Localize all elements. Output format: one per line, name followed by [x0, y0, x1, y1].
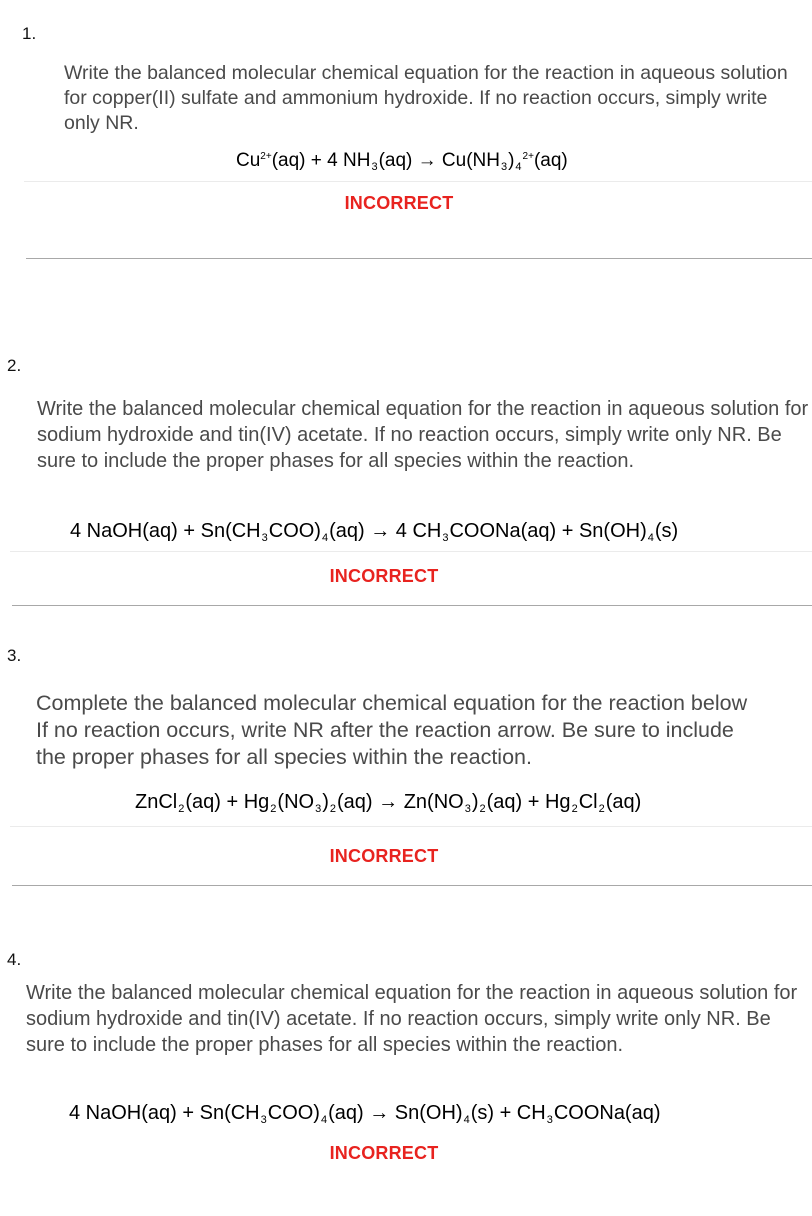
- question-prompt: Complete the balanced molecular chemical equation for the reaction below If no reaction occurs, write NR after the reaction arrow. Be sure to include the proper phases for all species within the reaction.: [36, 691, 748, 769]
- status-badge: INCORRECT: [329, 1143, 439, 1163]
- answer-equation: 4 NaOH(aq) + $Sn(CH_3COO)_4(aq) \to Sn(OH)_4(s)$ + $CH_3COONa(aq)$: [69, 1102, 661, 1126]
- question-number: 2.: [7, 356, 22, 375]
- question-prompt: Write the balanced molecular chemical equation for the reaction in aqueous solution for sodium hydroxide and tin(IV) acetate. If no reaction occurs, simply write only NR. Be sure to include the proper phases for all species within the reaction.: [37, 398, 809, 472]
- question-divider: [12, 885, 812, 886]
- question-number: 1.: [22, 24, 37, 43]
- question-divider: [12, 605, 812, 606]
- answer-equation: $Cu^{2+}(aq) + 4$ $NH_3(aq) \to Cu(NH_3)_4^{2+}(aq)$: [236, 150, 568, 173]
- answer-divider: [10, 826, 812, 827]
- status-badge: INCORRECT: [344, 193, 454, 213]
- answer-divider: [24, 181, 812, 182]
- question-divider: [26, 258, 812, 259]
- status-badge: INCORRECT: [329, 846, 439, 866]
- question-number: 4.: [7, 950, 22, 969]
- status-badge: INCORRECT: [329, 566, 439, 586]
- answer-divider: [10, 551, 812, 552]
- answer-equation: ZnCl$_2$(aq) + $Hg_2(NO_3)_2(aq) \to Zn(NO_3)_2(aq) + Hg_2Cl_2(aq)$: [135, 791, 642, 815]
- question-number: 3.: [7, 646, 22, 665]
- question-prompt: Write the balanced molecular chemical equation for the reaction in aqueous solution for copper(II) sulfate and ammonium hydroxide. If no reaction occurs, simply write only NR.: [64, 62, 788, 134]
- answer-equation: 4 NaOH(aq) + $Sn(CH_3COO)_4(aq) \to 4$ $CH_3COONa(aq) + Sn(OH)_4(s)$: [70, 520, 679, 544]
- question-prompt: Write the balanced molecular chemical equation for the reaction in aqueous solution for sodium hydroxide and tin(IV) acetate. If no reaction occurs, simply write only NR. Be sure to include the proper phases for all species within the reaction.: [26, 982, 798, 1056]
